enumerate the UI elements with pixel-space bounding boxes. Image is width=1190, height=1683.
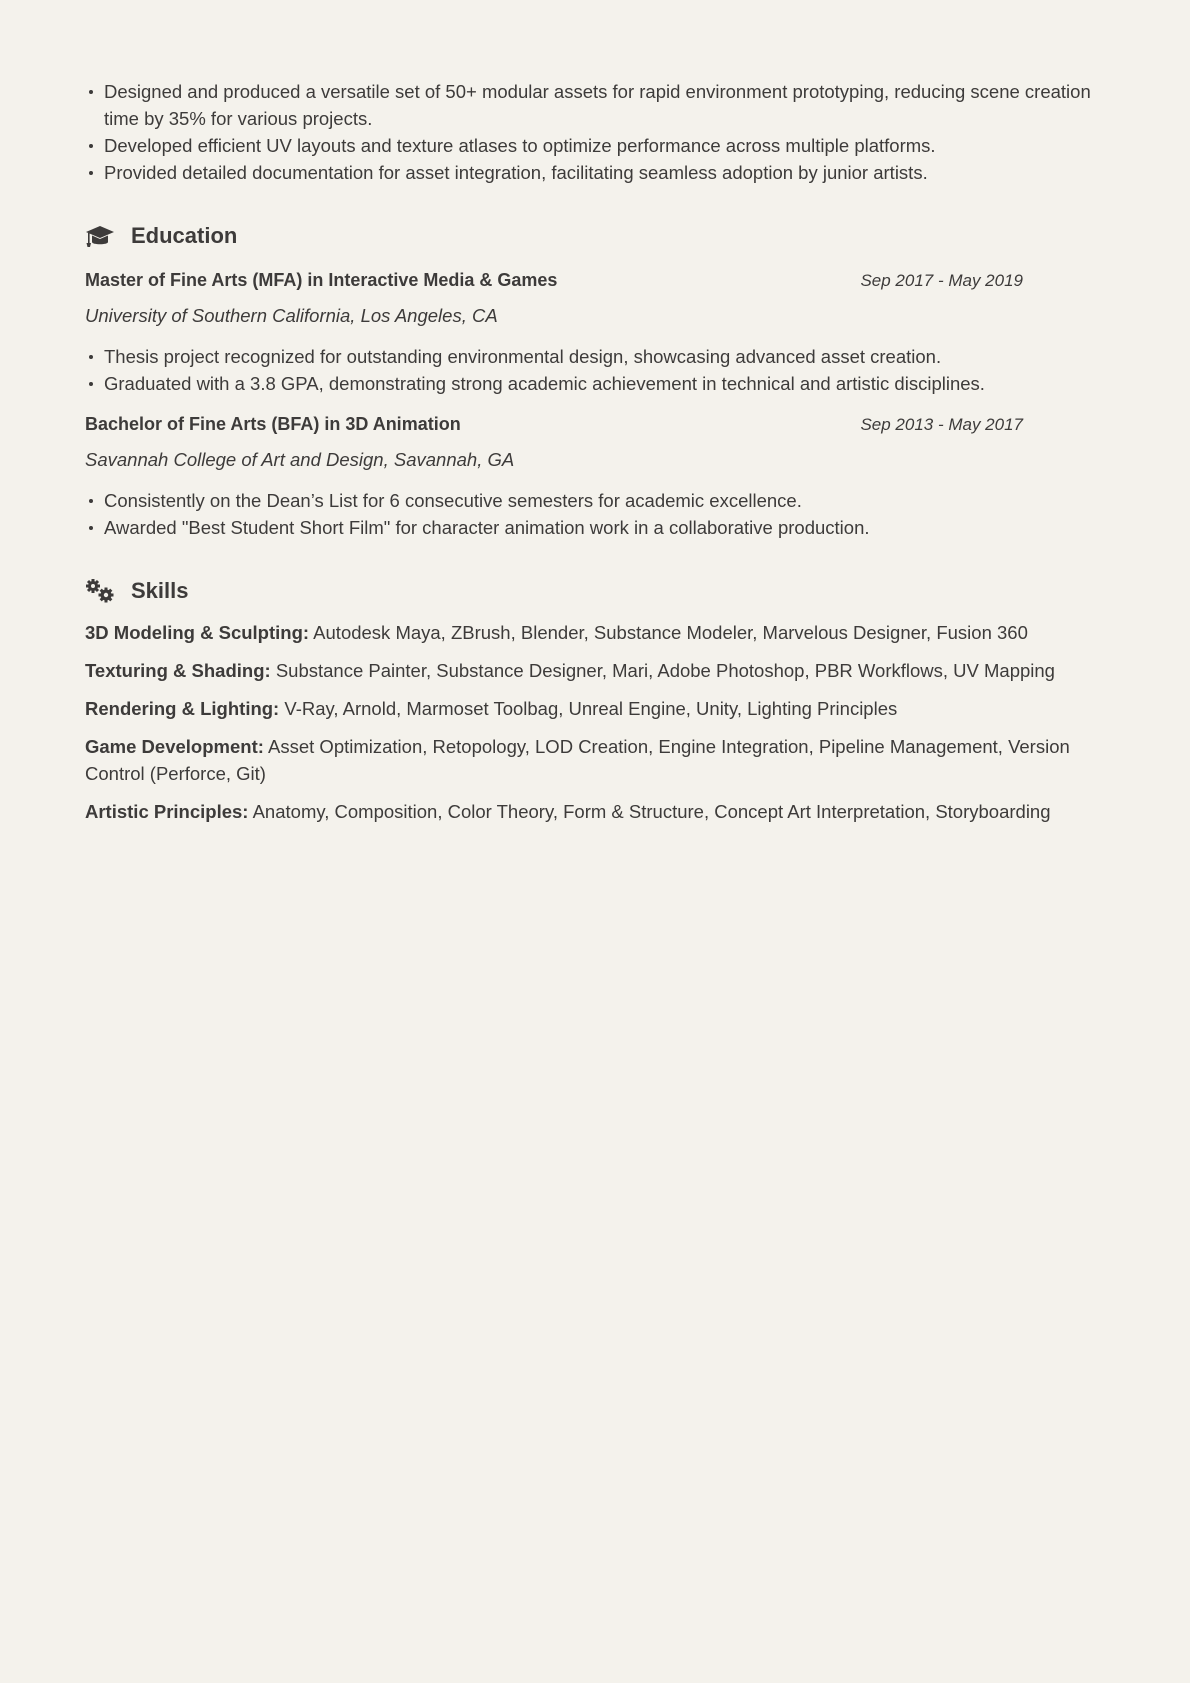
skill-label: Rendering & Lighting: xyxy=(85,698,280,719)
skill-row xyxy=(85,695,1105,722)
skill-label: Game Development: xyxy=(85,736,264,757)
skills-section-header xyxy=(85,574,1105,608)
degree-title: Master of Fine Arts (MFA) in Interactive Media & Games xyxy=(85,270,558,290)
education-section-header xyxy=(85,219,1105,253)
skill-label: 3D Modeling & Sculpting: xyxy=(85,622,310,643)
education-entry xyxy=(85,267,1105,397)
skill-value: Autodesk Maya, ZBrush, Blender, Substance Modeler, Marvelous Designer, Fusion 360 xyxy=(313,622,1028,643)
gears-icon xyxy=(85,578,115,604)
list-item: Consistently on the Dean’s List for 6 consecutive semesters for academic excellence. xyxy=(104,487,1105,514)
school-name: Savannah College of Art and Design, Savannah, GA xyxy=(85,449,515,470)
list-item: Thesis project recognized for outstanding environmental design, showcasing advanced asset creation. xyxy=(104,343,1105,370)
skill-row xyxy=(85,657,1105,684)
school-name: University of Southern California, Los Angeles, CA xyxy=(85,305,498,326)
list-item: Graduated with a 3.8 GPA, demonstrating strong academic achievement in technical and artistic disciplines. xyxy=(104,370,1105,397)
skill-label: Artistic Principles: xyxy=(85,801,249,822)
list-item: Provided detailed documentation for asset integration, facilitating seamless adoption by junior artists. xyxy=(104,159,1105,186)
education-entry xyxy=(85,411,1105,541)
skill-value: V-Ray, Arnold, Marmoset Toolbag, Unreal Engine, Unity, Lighting Principles xyxy=(284,698,898,719)
degree-title: Bachelor of Fine Arts (BFA) in 3D Animation xyxy=(85,414,461,434)
section-title: Education xyxy=(131,223,238,248)
graduation-cap-icon xyxy=(85,223,115,249)
degree-dates: Sep 2017 - May 2019 xyxy=(860,271,1023,290)
skill-label: Texturing & Shading: xyxy=(85,660,271,681)
section-title: Skills xyxy=(131,578,189,603)
list-item: Awarded "Best Student Short Film" for character animation work in a collaborative production. xyxy=(104,514,1105,541)
skill-value: Substance Painter, Substance Designer, Mari, Adobe Photoshop, PBR Workflows, UV Mapping xyxy=(275,660,1055,681)
list-item: Designed and produced a versatile set of 50+ modular assets for rapid environment prototyping, reducing scene creation time by 35% for various projects. xyxy=(104,78,1105,132)
experience-bullet-list xyxy=(85,78,1105,186)
skill-row xyxy=(85,733,1105,787)
skill-row xyxy=(85,619,1105,646)
skill-value: Anatomy, Composition, Color Theory, Form & Structure, Concept Art Interpretation, Storyboarding xyxy=(252,801,1051,822)
skill-row xyxy=(85,798,1105,825)
resume-page xyxy=(85,78,1105,825)
list-item: Developed efficient UV layouts and texture atlases to optimize performance across multiple platforms. xyxy=(104,132,1105,159)
degree-dates: Sep 2013 - May 2017 xyxy=(860,415,1023,434)
skill-value: Asset Optimization, Retopology, LOD Creation, Engine Integration, Pipeline Management, Version Control (Perforce, Git) xyxy=(85,736,1070,784)
